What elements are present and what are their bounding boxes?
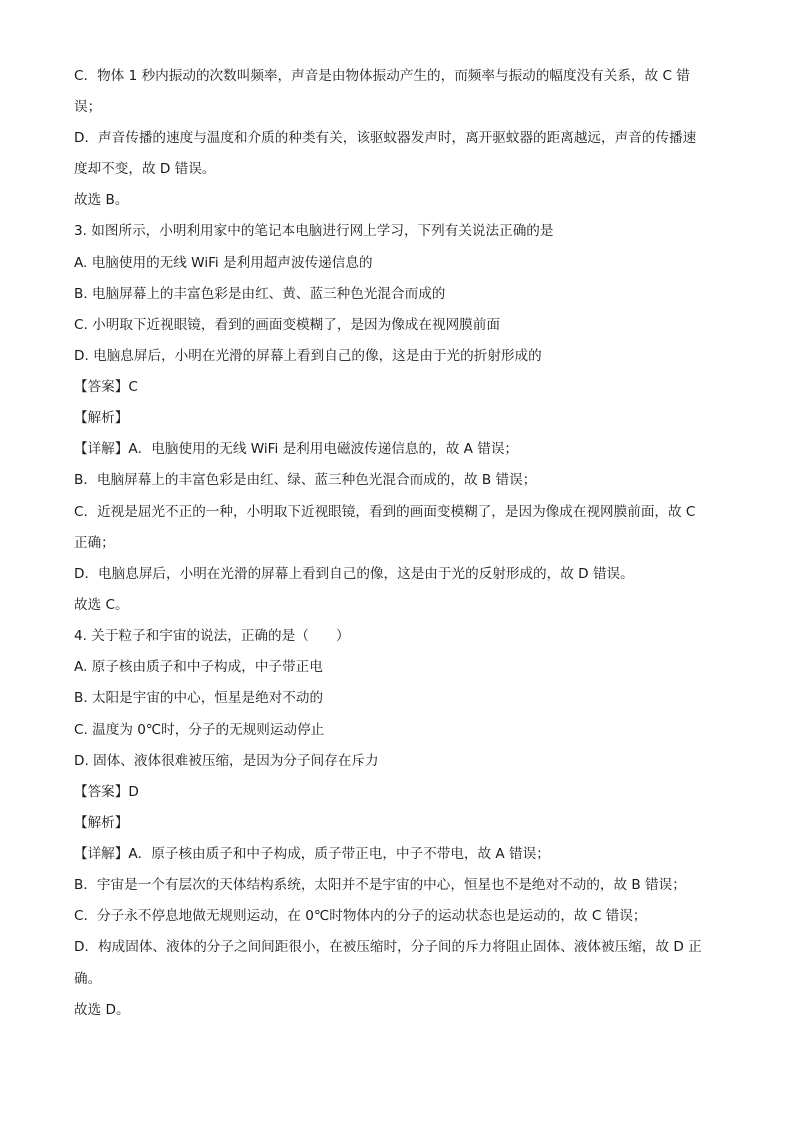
- text-line: D．声音传播的速度与温度和介质的种类有关，该驱蚊器发声时，离开驱蚊器的距离越远，声音的传播速: [74, 130, 697, 146]
- text-line: 正确；: [74, 535, 115, 551]
- question-3-option-b: B. 电脑屏幕上的丰富色彩是由红、黄、蓝三种色光混合而成的: [74, 286, 446, 302]
- text-line: 故选 D。: [74, 1002, 130, 1018]
- text-line: C．近视是屈光不正的一种，小明取下近视眼镜，看到的画面变模糊了，是因为像成在视网膜前面，故 C: [74, 504, 696, 520]
- text-line: B．电脑屏幕上的丰富色彩是由红、绿、蓝三种色光混合而成的，故 B 错误；: [74, 472, 537, 488]
- text-line: C．分子永不停息地做无规则运动，在 0℃时物体内的分子的运动状态也是运动的，故 C 错误；: [74, 908, 647, 924]
- question-3-stem: 3. 如图所示，小明利用家中的笔记本电脑进行网上学习，下列有关说法正确的是: [74, 223, 554, 239]
- question-4-option-c: C. 温度为 0℃时，分子的无规则运动停止: [74, 722, 325, 738]
- question-4-option-a: A. 原子核由质子和中子构成，中子带正电: [74, 659, 323, 675]
- text-line: C．物体 1 秒内振动的次数叫频率，声音是由物体振动产生的，而频率与振动的幅度没有关系，故 C 错: [74, 68, 690, 84]
- text-line: 【详解】A．电脑使用的无线 WiFi 是利用电磁波传递信息的，故 A 错误；: [74, 441, 519, 457]
- question-3-analysis-heading: 【解析】: [74, 410, 129, 426]
- text-line: 确。: [74, 971, 102, 987]
- text-line: 故选 C。: [74, 597, 129, 613]
- question-3-option-a: A. 电脑使用的无线 WiFi 是利用超声波传递信息的: [74, 255, 373, 271]
- question-4-stem: 4. 关于粒子和宇宙的说法，正确的是（ ）: [74, 628, 350, 644]
- question-4-option-b: B. 太阳是宇宙的中心，恒星是绝对不动的: [74, 690, 324, 706]
- text-line: 【详解】A．原子核由质子和中子构成，质子带正电，中子不带电，故 A 错误；: [74, 846, 550, 862]
- question-3-answer: 【答案】C: [74, 379, 138, 395]
- text-line: D．构成固体、液体的分子之间间距很小，在被压缩时，分子间的斥力将阻止固体、液体被压缩，故 D 正: [74, 939, 702, 955]
- question-4-analysis-heading: 【解析】: [74, 815, 129, 831]
- question-3-option-d: D. 电脑息屏后，小明在光滑的屏幕上看到自己的像，这是由于光的折射形成的: [74, 348, 542, 364]
- text-line: D．电脑息屏后，小明在光滑的屏幕上看到自己的像，这是由于光的反射形成的，故 D 错误。: [74, 566, 634, 582]
- text-line: 故选 B。: [74, 192, 129, 208]
- question-4-answer: 【答案】D: [74, 784, 139, 800]
- question-3-option-c: C. 小明取下近视眼镜，看到的画面变模糊了，是因为像成在视网膜前面: [74, 317, 500, 333]
- text-line: B．宇宙是一个有层次的天体结构系统，太阳并不是宇宙的中心，恒星也不是绝对不动的，故 B 错误；: [74, 877, 686, 893]
- text-line: 度却不变，故 D 错误。: [74, 161, 216, 177]
- text-line: 误；: [74, 99, 102, 115]
- question-4-option-d: D. 固体、液体很难被压缩，是因为分子间存在斥力: [74, 753, 379, 769]
